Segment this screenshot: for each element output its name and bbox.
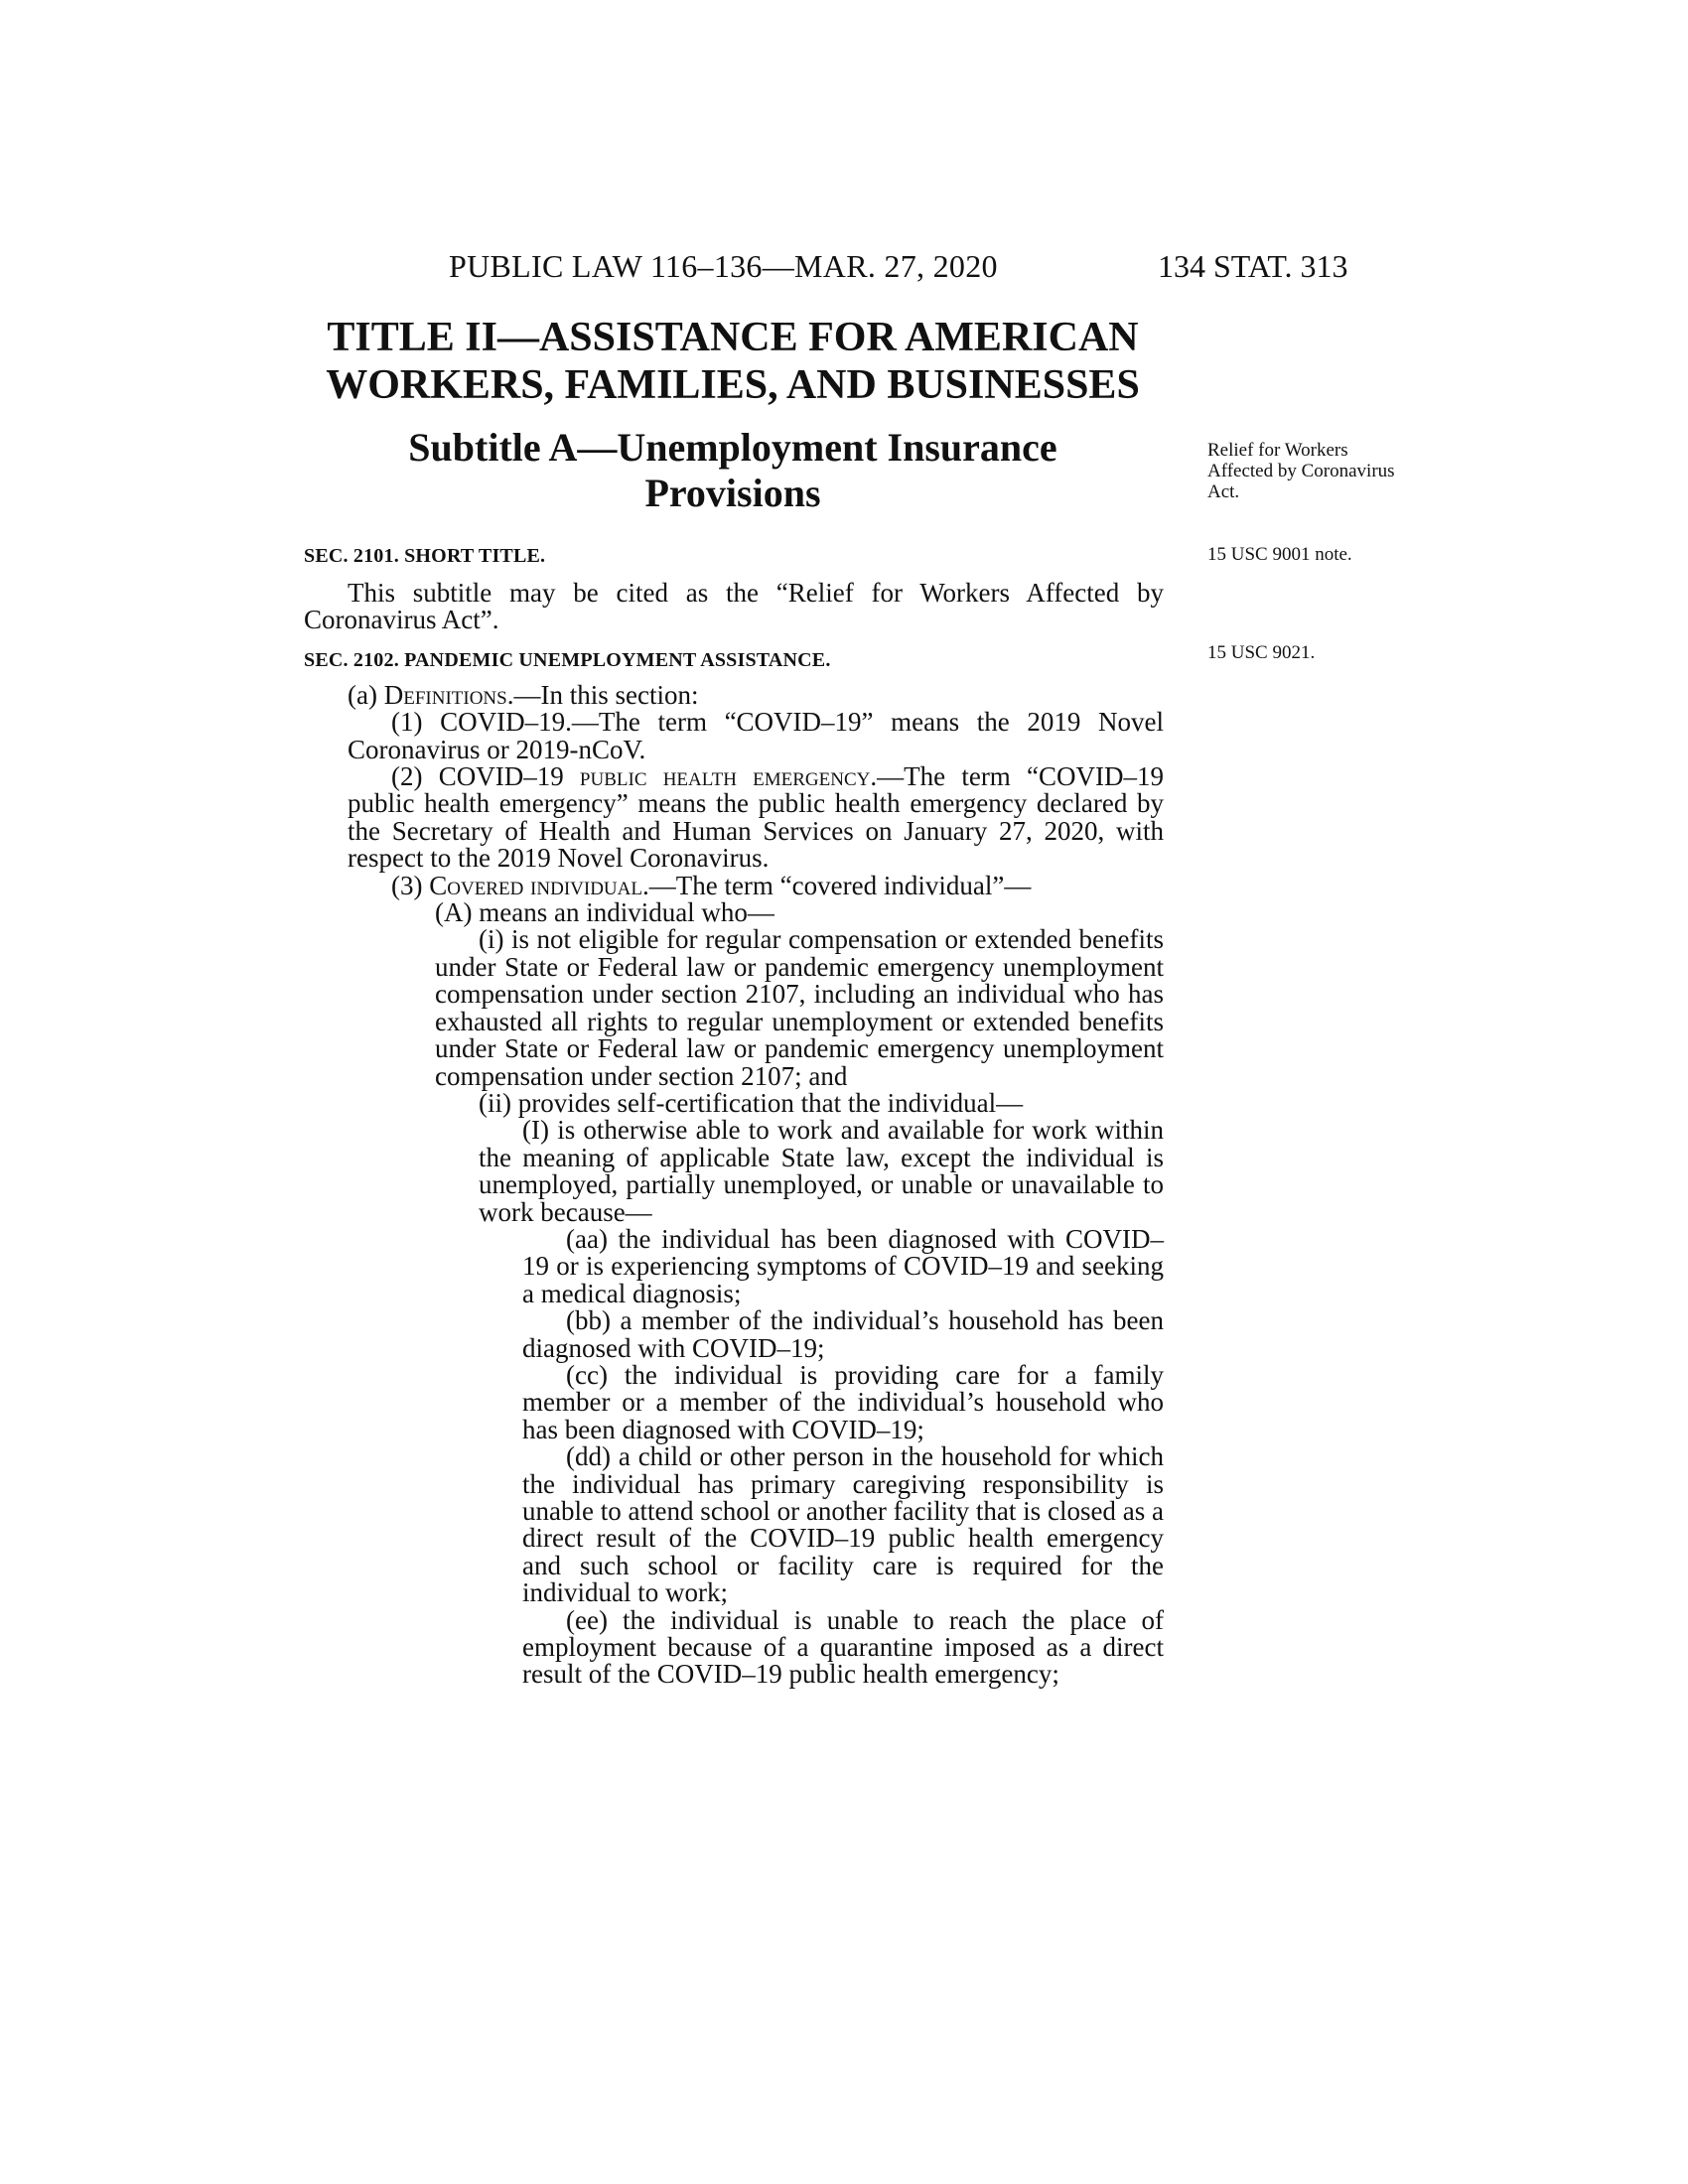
item-dd: (dd) a child or other person in the household for which the individual has primary caregiving responsibility is unable to attend school or another facility that is closed as a direct result of the COVID–19 public health emergency and such school or facility care is required for the individual to work; bbox=[522, 1441, 1164, 1608]
subsection-a-label: (a) bbox=[348, 679, 384, 710]
subparagraph-A: (A) means an individual who— bbox=[435, 897, 774, 928]
item-bb: (bb) a member of the individual’s household has been diagnosed with COVID–19; bbox=[522, 1305, 1164, 1363]
paragraph-3 bbox=[304, 870, 1164, 900]
subclause-I: (I) is otherwise able to work and available for work within the meaning of applicable State law, except the individual is unemployed, partially unemployed, or unable or unavailable to work because— bbox=[479, 1115, 1164, 1227]
item-aa: (aa) the individual has been diagnosed with COVID–19 or is experiencing symptoms of COVID–19 and seeking a medical diagnosis; bbox=[522, 1223, 1164, 1308]
paragraph-2-rest: .—The term “COVID–19 public health emergency” means the public health emergency declared by the Secretary of Health and Human Services on January 27, 2020, with respect to the 2019 Novel Coronavirus. bbox=[348, 761, 1165, 874]
section-heading-2101: SEC. 2101. SHORT TITLE. bbox=[304, 545, 546, 567]
paragraph-2-label: (2) COVID–19 bbox=[391, 761, 580, 792]
subsection-a-heading: Definitions bbox=[383, 679, 507, 710]
margin-note-usc-9021: 15 USC 9021. bbox=[1207, 642, 1316, 663]
subsection-a-rest: .—In this section: bbox=[506, 679, 699, 710]
item-cc: (cc) the individual is providing care for a family member or a member of the individual’s household who has been diagnosed with COVID–19; bbox=[522, 1359, 1164, 1444]
paragraph-3-rest: .—The term “covered individual”— bbox=[641, 870, 1032, 900]
section-2101-text: This subtitle may be cited as the “Relief for Workers Affected by Coronavirus Act”. bbox=[304, 578, 1164, 635]
paragraph-2-heading: public health emergency bbox=[579, 761, 871, 792]
title-heading bbox=[304, 314, 1162, 409]
document-body bbox=[304, 544, 1164, 1689]
running-head: PUBLIC LAW 116–136—MAR. 27, 2020 bbox=[449, 248, 998, 284]
clause-i: (i) is not eligible for regular compensation or extended benefits under State or Federal law or pandemic emergency unemployment compensation under section 2107, including an individual who has exhausted all rights to regular unemployment or extended benefits under State or Federal law or pandemic emergency unemployment compensation under section 2107; and bbox=[435, 924, 1164, 1091]
subtitle-heading bbox=[304, 425, 1162, 516]
paragraph-1-heading: 19 bbox=[538, 707, 566, 738]
page-number: 134 STAT. 313 bbox=[1158, 248, 1348, 284]
clause-ii: (ii) provides self-certification that the individual— bbox=[479, 1087, 1024, 1118]
paragraph-3-heading: overed individual bbox=[447, 870, 642, 900]
margin-note-short-title-name: Relief for Workers Affected by Coronavirus Act. bbox=[1207, 440, 1395, 502]
paragraph-1-rest: .—The term “COVID–19” means the 2019 Novel Coronavirus or 2019-nCoV. bbox=[348, 707, 1164, 764]
item-ee: (ee) the individual is unable to reach the place of employment because of a quarantine imposed as a direct result of the COVID–19 public health emergency; bbox=[522, 1604, 1164, 1690]
paragraph-2 bbox=[304, 763, 1164, 873]
paragraph-3-label: (3) C bbox=[391, 870, 448, 900]
margin-note-usc-9001: 15 USC 9001 note. bbox=[1207, 544, 1352, 565]
title-line-2: WORKERS, FAMILIES, AND BUSINESSES bbox=[326, 362, 1140, 408]
subsection-a bbox=[304, 679, 1164, 710]
subtitle-line-1: Subtitle A—Unemployment Insurance bbox=[408, 425, 1057, 470]
paragraph-1 bbox=[304, 709, 1164, 763]
subtitle-line-2: Provisions bbox=[644, 471, 821, 515]
section-heading-2102: SEC. 2102. PANDEMIC UNEMPLOYMENT ASSISTANCE. bbox=[304, 648, 831, 671]
paragraph-1-label: (1) COVID– bbox=[391, 707, 539, 738]
title-line-1: TITLE II—ASSISTANCE FOR AMERICAN bbox=[327, 315, 1139, 360]
